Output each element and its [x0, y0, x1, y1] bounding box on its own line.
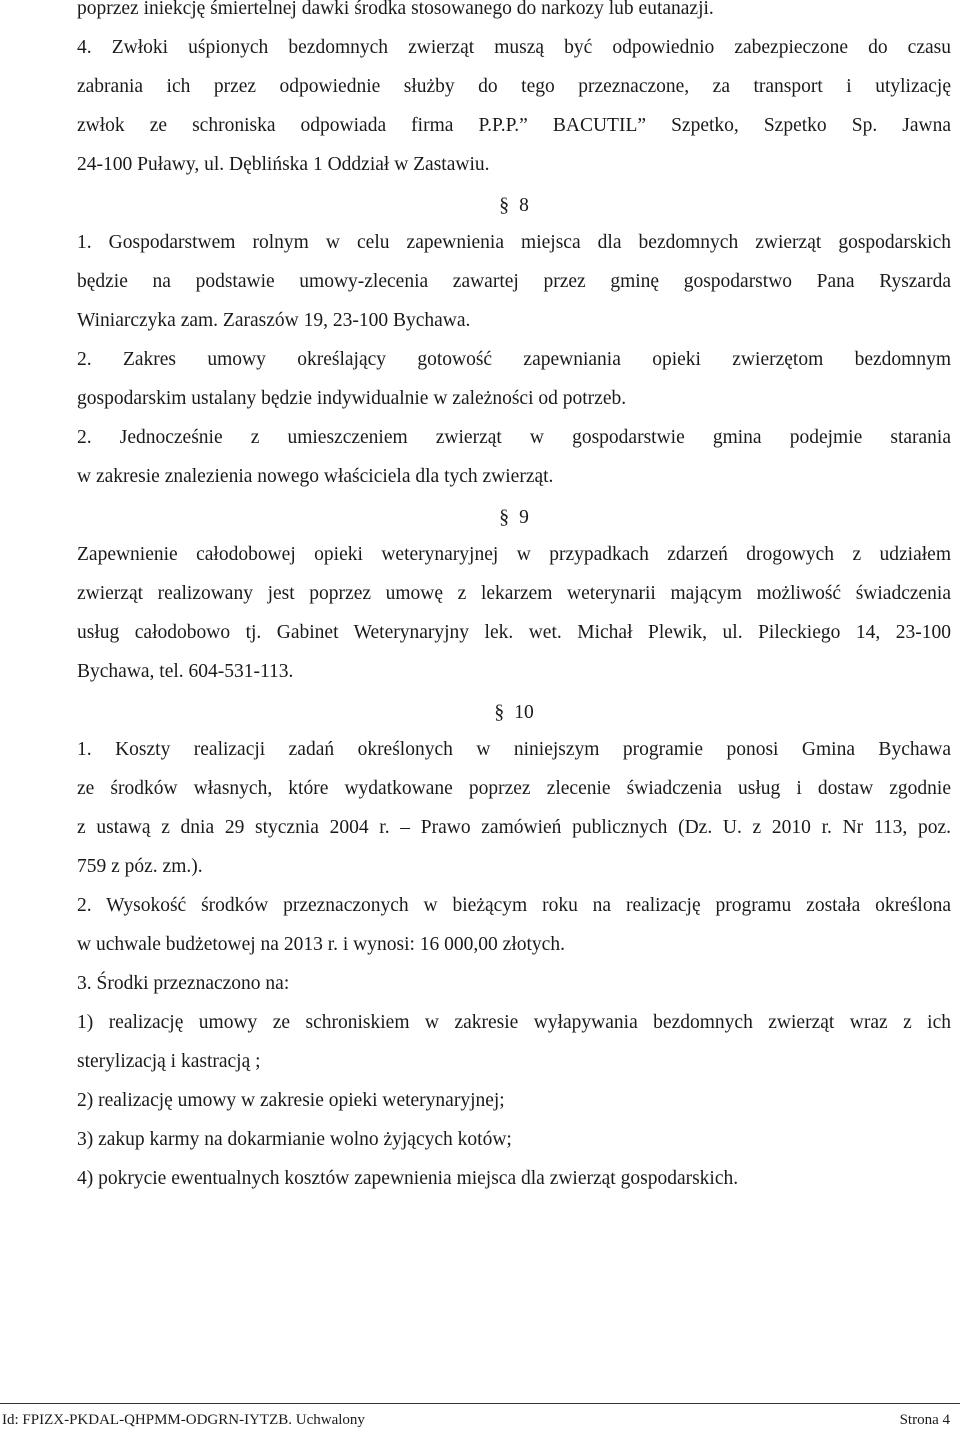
paragraph-line: będzie na podstawie umowy-zlecenia zawartej przez gminę gospodarstwo Pana Ryszarda: [77, 271, 951, 292]
paragraph-line: 1. Koszty realizacji zadań określonych w niniejszym programie ponosi Gmina Bychawa: [77, 739, 951, 760]
paragraph-line: 4. Zwłoki uśpionych bezdomnych zwierząt muszą być odpowiednio zabezpieczone do czasu: [77, 37, 951, 58]
page-footer: [2, 1410, 950, 1430]
paragraph-line: 1. Gospodarstwem rolnym w celu zapewnienia miejsca dla bezdomnych zwierząt gospodarskich: [77, 232, 951, 253]
paragraph-line: 3. Środki przeznaczono na:: [77, 973, 290, 994]
footer-divider: [0, 1403, 960, 1404]
paragraph-line: 2. Wysokość środków przeznaczonych w bieżącym roku na realizację programu została określona: [77, 895, 951, 916]
page-number: Strona 4: [899, 1412, 950, 1428]
paragraph-line: w zakresie znalezienia nowego właściciela dla tych zwierząt.: [77, 466, 554, 487]
section-symbol: §: [494, 701, 505, 723]
paragraph-line: gospodarskim ustalany będzie indywidualnie w zależności od potrzeb.: [77, 388, 627, 409]
paragraph-line: poprzez iniekcję śmiertelnej dawki środka stosowanego do narkozy lub eutanazji.: [77, 0, 714, 19]
list-item: 3) zakup karmy na dokarmianie wolno żyjących kotów;: [77, 1129, 512, 1150]
list-item: 1) realizację umowy ze schroniskiem w zakresie wyłapywania bezdomnych zwierząt wraz z ich: [77, 1012, 951, 1033]
paragraph-line: zwłok ze schroniska odpowiada firma P.P.P.” BACUTIL” Szpetko, Szpetko Sp. Jawna: [77, 115, 951, 136]
list-item: 2) realizację umowy w zakresie opieki weterynaryjnej;: [77, 1090, 505, 1111]
paragraph-line: w uchwale budżetowej na 2013 r. i wynosi: 16 000,00 złotych.: [77, 934, 565, 955]
paragraph-line: 24-100 Puławy, ul. Dęblińska 1 Oddział w Zastawiu.: [77, 154, 490, 175]
paragraph-line: zwierząt realizowany jest poprzez umowę z lekarzem weterynarii mającym możliwość świadczenia: [77, 583, 951, 604]
paragraph-line: z ustawą z dnia 29 stycznia 2004 r. – Prawo zamówień publicznych (Dz. U. z 2010 r. Nr 113, poz.: [77, 817, 951, 838]
section-number: 8: [519, 195, 529, 216]
paragraph-line: 759 z póz. zm.).: [77, 856, 203, 877]
paragraph-line: ze środków własnych, które wydatkowane poprzez zlecenie świadczenia usług i dostaw zgodnie: [77, 778, 951, 799]
section-heading-9: [77, 505, 951, 530]
paragraph-line: zabrania ich przez odpowiednie służby do tego przeznaczone, za transport i utylizację: [77, 76, 951, 97]
section-heading-10: [77, 700, 951, 725]
section-symbol: §: [499, 506, 510, 528]
section-heading-8: [77, 193, 951, 218]
paragraph-line: Bychawa, tel. 604-531-113.: [77, 661, 294, 682]
section-number: 9: [519, 507, 529, 528]
paragraph-line: 2. Zakres umowy określający gotowość zapewniania opieki zwierzętom bezdomnym: [77, 349, 951, 370]
paragraph-line: usług całodobowo tj. Gabinet Weterynaryjny lek. wet. Michał Plewik, ul. Pileckiego 14, 23-100: [77, 622, 951, 643]
document-id: Id: FPIZX-PKDAL-QHPMM-ODGRN-IYTZB. Uchwalony: [2, 1412, 365, 1428]
paragraph-line: 2. Jednocześnie z umieszczeniem zwierząt w gospodarstwie gmina podejmie starania: [77, 427, 951, 448]
section-symbol: §: [499, 194, 510, 216]
paragraph-line: Winiarczyka zam. Zaraszów 19, 23-100 Bychawa.: [77, 310, 471, 331]
list-item: 4) pokrycie ewentualnych kosztów zapewnienia miejsca dla zwierząt gospodarskich.: [77, 1168, 739, 1189]
section-number: 10: [514, 702, 534, 723]
list-item-continuation: sterylizacją i kastracją ;: [77, 1051, 261, 1072]
paragraph-line: Zapewnienie całodobowej opieki weterynaryjnej w przypadkach zdarzeń drogowych z udziałem: [77, 544, 951, 565]
